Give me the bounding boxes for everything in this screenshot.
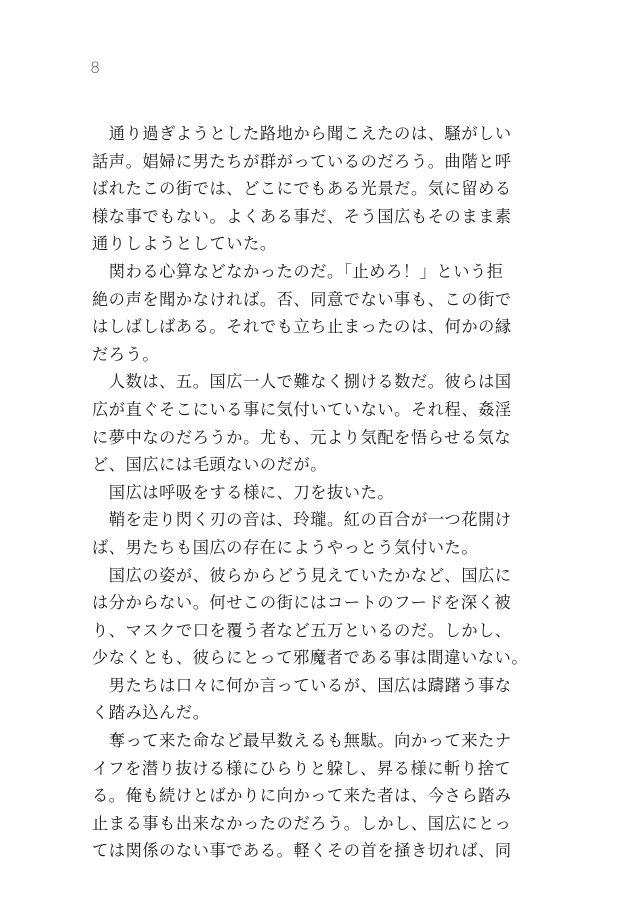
text-line: 広が直ぐそこにいる事に気付いていない。それ程、姦淫 — [92, 399, 512, 419]
text-line: はしばしばある。それでも立ち止まったのは、何かの縁 — [92, 317, 512, 337]
text-line: ば、男たちも国広の存在にようやっとう気付いた。 — [92, 537, 479, 557]
text-line: 鞘を走り閃く刃の音は、玲瓏。紅の百合が一つ花開け — [92, 510, 512, 530]
text-line: ばれたこの街では、どこにでもある光景だ。気に留める — [92, 179, 512, 199]
text-line: 絶の声を聞かなければ。否、同意でない事も、この街で — [92, 289, 512, 309]
page-number: 8 — [90, 58, 101, 77]
text-line: 男たちは口々に何か言っているが、国広は躊躇う事な — [92, 675, 512, 695]
text-line: イフを潜り抜ける様にひらりと躱し、昇る様に斬り捨て — [92, 758, 512, 778]
text-line: 国広は呼吸をする様に、刀を抜いた。 — [92, 482, 395, 502]
text-line: く踏み込んだ。 — [92, 703, 210, 723]
text-line: 通りしようとしていた。 — [92, 234, 277, 254]
text-line: る。俺も続けとばかりに向かって来た者は、今さら踏み — [92, 786, 512, 806]
text-line: は分からない。何せこの街にはコートのフードを深く被 — [92, 593, 512, 613]
text-line: 国広の姿が、彼らからどう見えていたかなど、国広に — [92, 565, 512, 585]
text-line: ど、国広には毛頭ないのだが。 — [92, 455, 328, 475]
text-line: 関わる心算などなかったのだ。「止めろ！」という拒 — [92, 261, 504, 281]
text-line: り、マスクで口を覆う者など五万といるのだ。しかし、 — [92, 620, 512, 640]
text-line: だろう。 — [92, 344, 160, 364]
text-line: 様な事でもない。よくある事だ、そう国広もそのまま素 — [92, 206, 512, 226]
text-line: ては関係のない事である。軽くその首を掻き切れば、同 — [92, 841, 512, 861]
text-line: 話声。娼婦に男たちが群がっているのだろう。曲階と呼 — [92, 151, 512, 171]
text-line: 少なくとも、彼らにとって邪魔者である事は間違いない。 — [92, 648, 529, 668]
text-line: 通り過ぎようとした路地から聞こえたのは、騒がしい — [92, 124, 512, 143]
text-line: に夢中なのだろうか。尤も、元より気配を悟らせる気な — [92, 427, 512, 447]
text-line: 奪って来た命など最早数えるも無駄。向かって来たナ — [92, 731, 512, 751]
text-line: 人数は、五。国広一人で難なく捌ける数だ。彼らは国 — [92, 372, 512, 392]
body-text — [92, 120, 532, 865]
text-line: 止まる事も出来なかったのだろう。しかし、国広にとっ — [92, 813, 512, 833]
